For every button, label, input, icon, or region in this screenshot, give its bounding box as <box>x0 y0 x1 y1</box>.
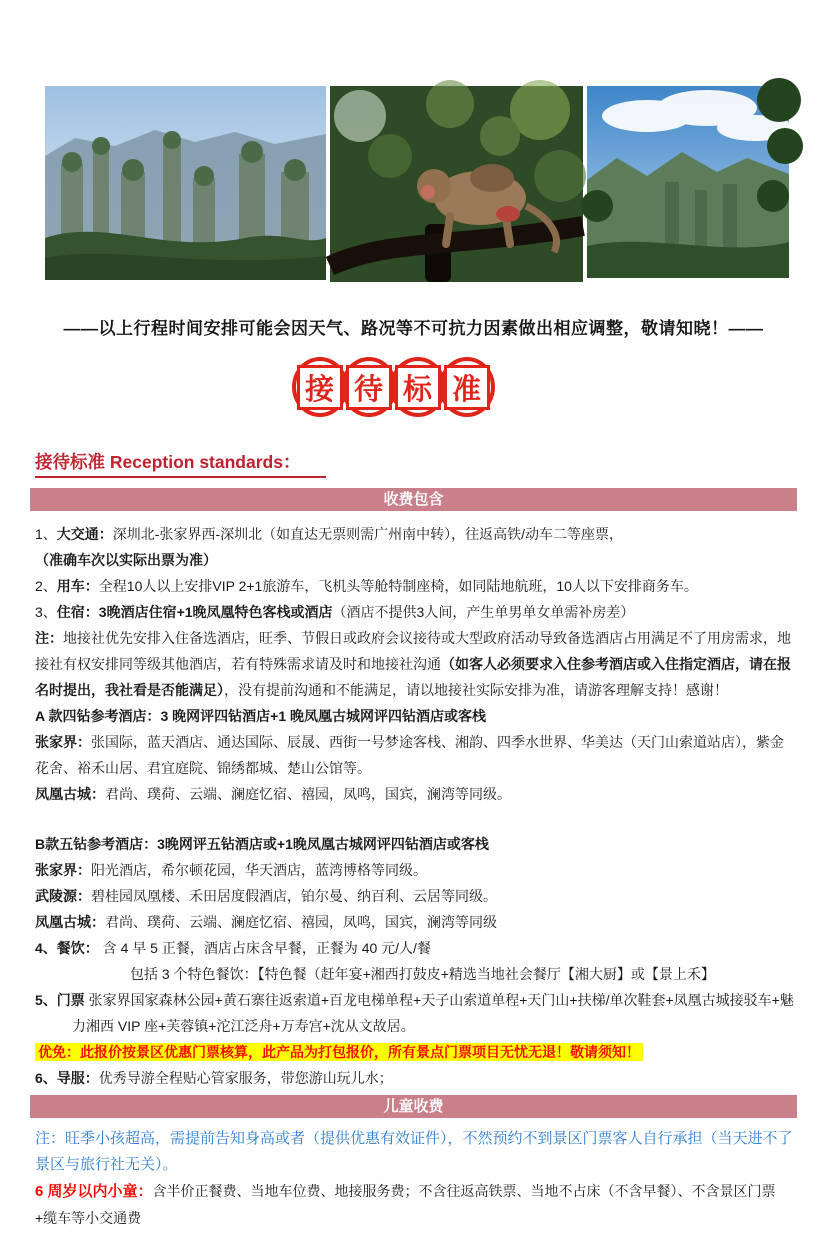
fee-item-meals: 4、餐饮： 含 4 早 5 正餐，酒店占床含早餐，正餐为 40 元/人/餐 <box>35 940 431 956</box>
child-fee-section <box>0 1118 827 1231</box>
hotel-a-fenghuang: 凤凰古城：君尚、璞荷、云端、澜庭忆宿、禧园，凤鸣，国宾，澜湾等同级。 <box>35 786 511 802</box>
child-fee-banner: 儿童收费 <box>30 1095 797 1118</box>
stamp-char: 接 <box>297 365 343 410</box>
fee-item-lodging: 3、住宿：3晚酒店住宿+1晚凤凰特色客栈或酒店（酒店不提供3人间，产生单男单女单需补房差） <box>35 604 635 620</box>
reception-stamp <box>0 355 807 419</box>
hotel-b-wulingyuan: 武陵源：碧桂园凤凰楼、禾田居度假酒店，铂尔曼、纳百利、云居等同级。 <box>35 888 497 904</box>
photo-strip <box>45 86 827 282</box>
stamp-char: 标 <box>395 365 441 410</box>
macaque-monkey-photo <box>330 86 583 282</box>
discount-highlight: 优免：此报价按景区优惠门票核算，此产品为打包报价，所有景点门票项目无忧无退！敬请须知！ <box>35 1043 643 1061</box>
adjustment-notice: ——以上行程时间安排可能会因天气、路况等不可抗力因素做出相应调整，敬请知晓！—— <box>63 319 764 338</box>
document-page <box>0 86 827 1256</box>
stamp-unit <box>394 355 443 419</box>
ticket-discount-note <box>35 1039 797 1065</box>
hotel-b-fenghuang: 凤凰古城：君尚、璞荷、云端、澜庭忆宿、禧园，凤鸣，国宾，澜湾等同级 <box>35 914 497 930</box>
hotel-a-zhangjiajie: 张家界：张国际，蓝天酒店、通达国际、辰晟、西街一号梦途客栈、湘韵、四季水世界、华美达（天门山索道站店），紫金花舍、裕禾山居、君宜庭院、锦绣都城、楚山公馆等。 <box>35 734 784 776</box>
stamp-unit <box>296 355 345 419</box>
fee-item-transport: 1、大交通：深圳北-张家界西-深圳北（如直达无票则需广州南中转），往返高铁/动车二等座票，（准确车次以实际出票为准） <box>35 526 624 568</box>
fee-include-banner: 收费包含 <box>30 488 797 511</box>
fee-item-vehicle: 2、用车：全程10人以上安排VIP 2+1旅游车，飞机头等舱特制座椅，如同陆地航班，10人以下安排商务车。 <box>35 578 698 594</box>
hotel-a-title: A 款四钻参考酒店：3 晚网评四钻酒店+1 晚凤凰古城网评四钻酒店或客栈 <box>35 708 487 724</box>
fee-item-guide: 6、导服：优秀导游全程贴心管家服务，带您游山玩儿水； <box>35 1070 393 1086</box>
infant-policy: 6 周岁以内小童：含半价正餐费、当地车位费、地接服务费；不含往返高铁票、当地不占床（不含早餐）、不含景区门票+缆车等小交通费 <box>35 1183 776 1226</box>
lodging-note: 注：地接社优先安排入住备选酒店，旺季、节假日或政府会议接待或大型政府活动导致备选酒店占用满足不了用房需求，地接社有权安排同等级其他酒店，若有特殊需求请及时和地接社沟通（如客人必须要求入住参考酒店或入住指定酒店，请在报名时提出，我社看是否能满足），没有提前沟通和不能满足，请以地接社实际安排为准，请游客理解支持！感谢！ <box>35 630 791 698</box>
stamp-char: 准 <box>444 365 490 410</box>
infant-policy-label: 6 周岁以内小童： <box>35 1183 153 1200</box>
zhangjiajie-peaks-photo <box>45 86 326 280</box>
hotel-b-zhangjiajie: 张家界：阳光酒店，希尔顿花园，华天酒店，蓝湾博格等同级。 <box>35 862 427 878</box>
hotel-b-title: B款五钻参考酒店：3晚网评五钻酒店或+1晚凤凰古城网评四钻酒店或客栈 <box>35 836 489 852</box>
fee-item-tickets: 5、门票 张家界国家森林公园+黄石寨往返索道+百龙电梯单程+天子山索道单程+天门山+扶梯/单次鞋套+凤凰古城接驳车+魅力湘西 VIP 座+芙蓉镇+沱江泛舟+万寿宫+沈从文故居。 <box>35 992 794 1034</box>
stamp-unit <box>345 355 394 419</box>
forest-valley-photo <box>587 86 789 278</box>
meals-detail: 包括 3 个特色餐饮：【特色餐（赶年宴+湘西打鼓皮+精选当地社会餐厅【湘大厨】或【景上禾】 <box>130 966 715 982</box>
child-height-note: 注：旺季小孩超高，需提前告知身高或者（提供优惠有效证件），不然预约不到景区门票客人自行承担（当天进不了景区与旅行社无关）。 <box>35 1130 793 1173</box>
stamp-char: 待 <box>346 365 392 410</box>
section-heading: 接待标准 Reception standards： <box>35 449 326 478</box>
fee-include-section <box>0 511 827 1091</box>
stamp-unit <box>443 355 492 419</box>
